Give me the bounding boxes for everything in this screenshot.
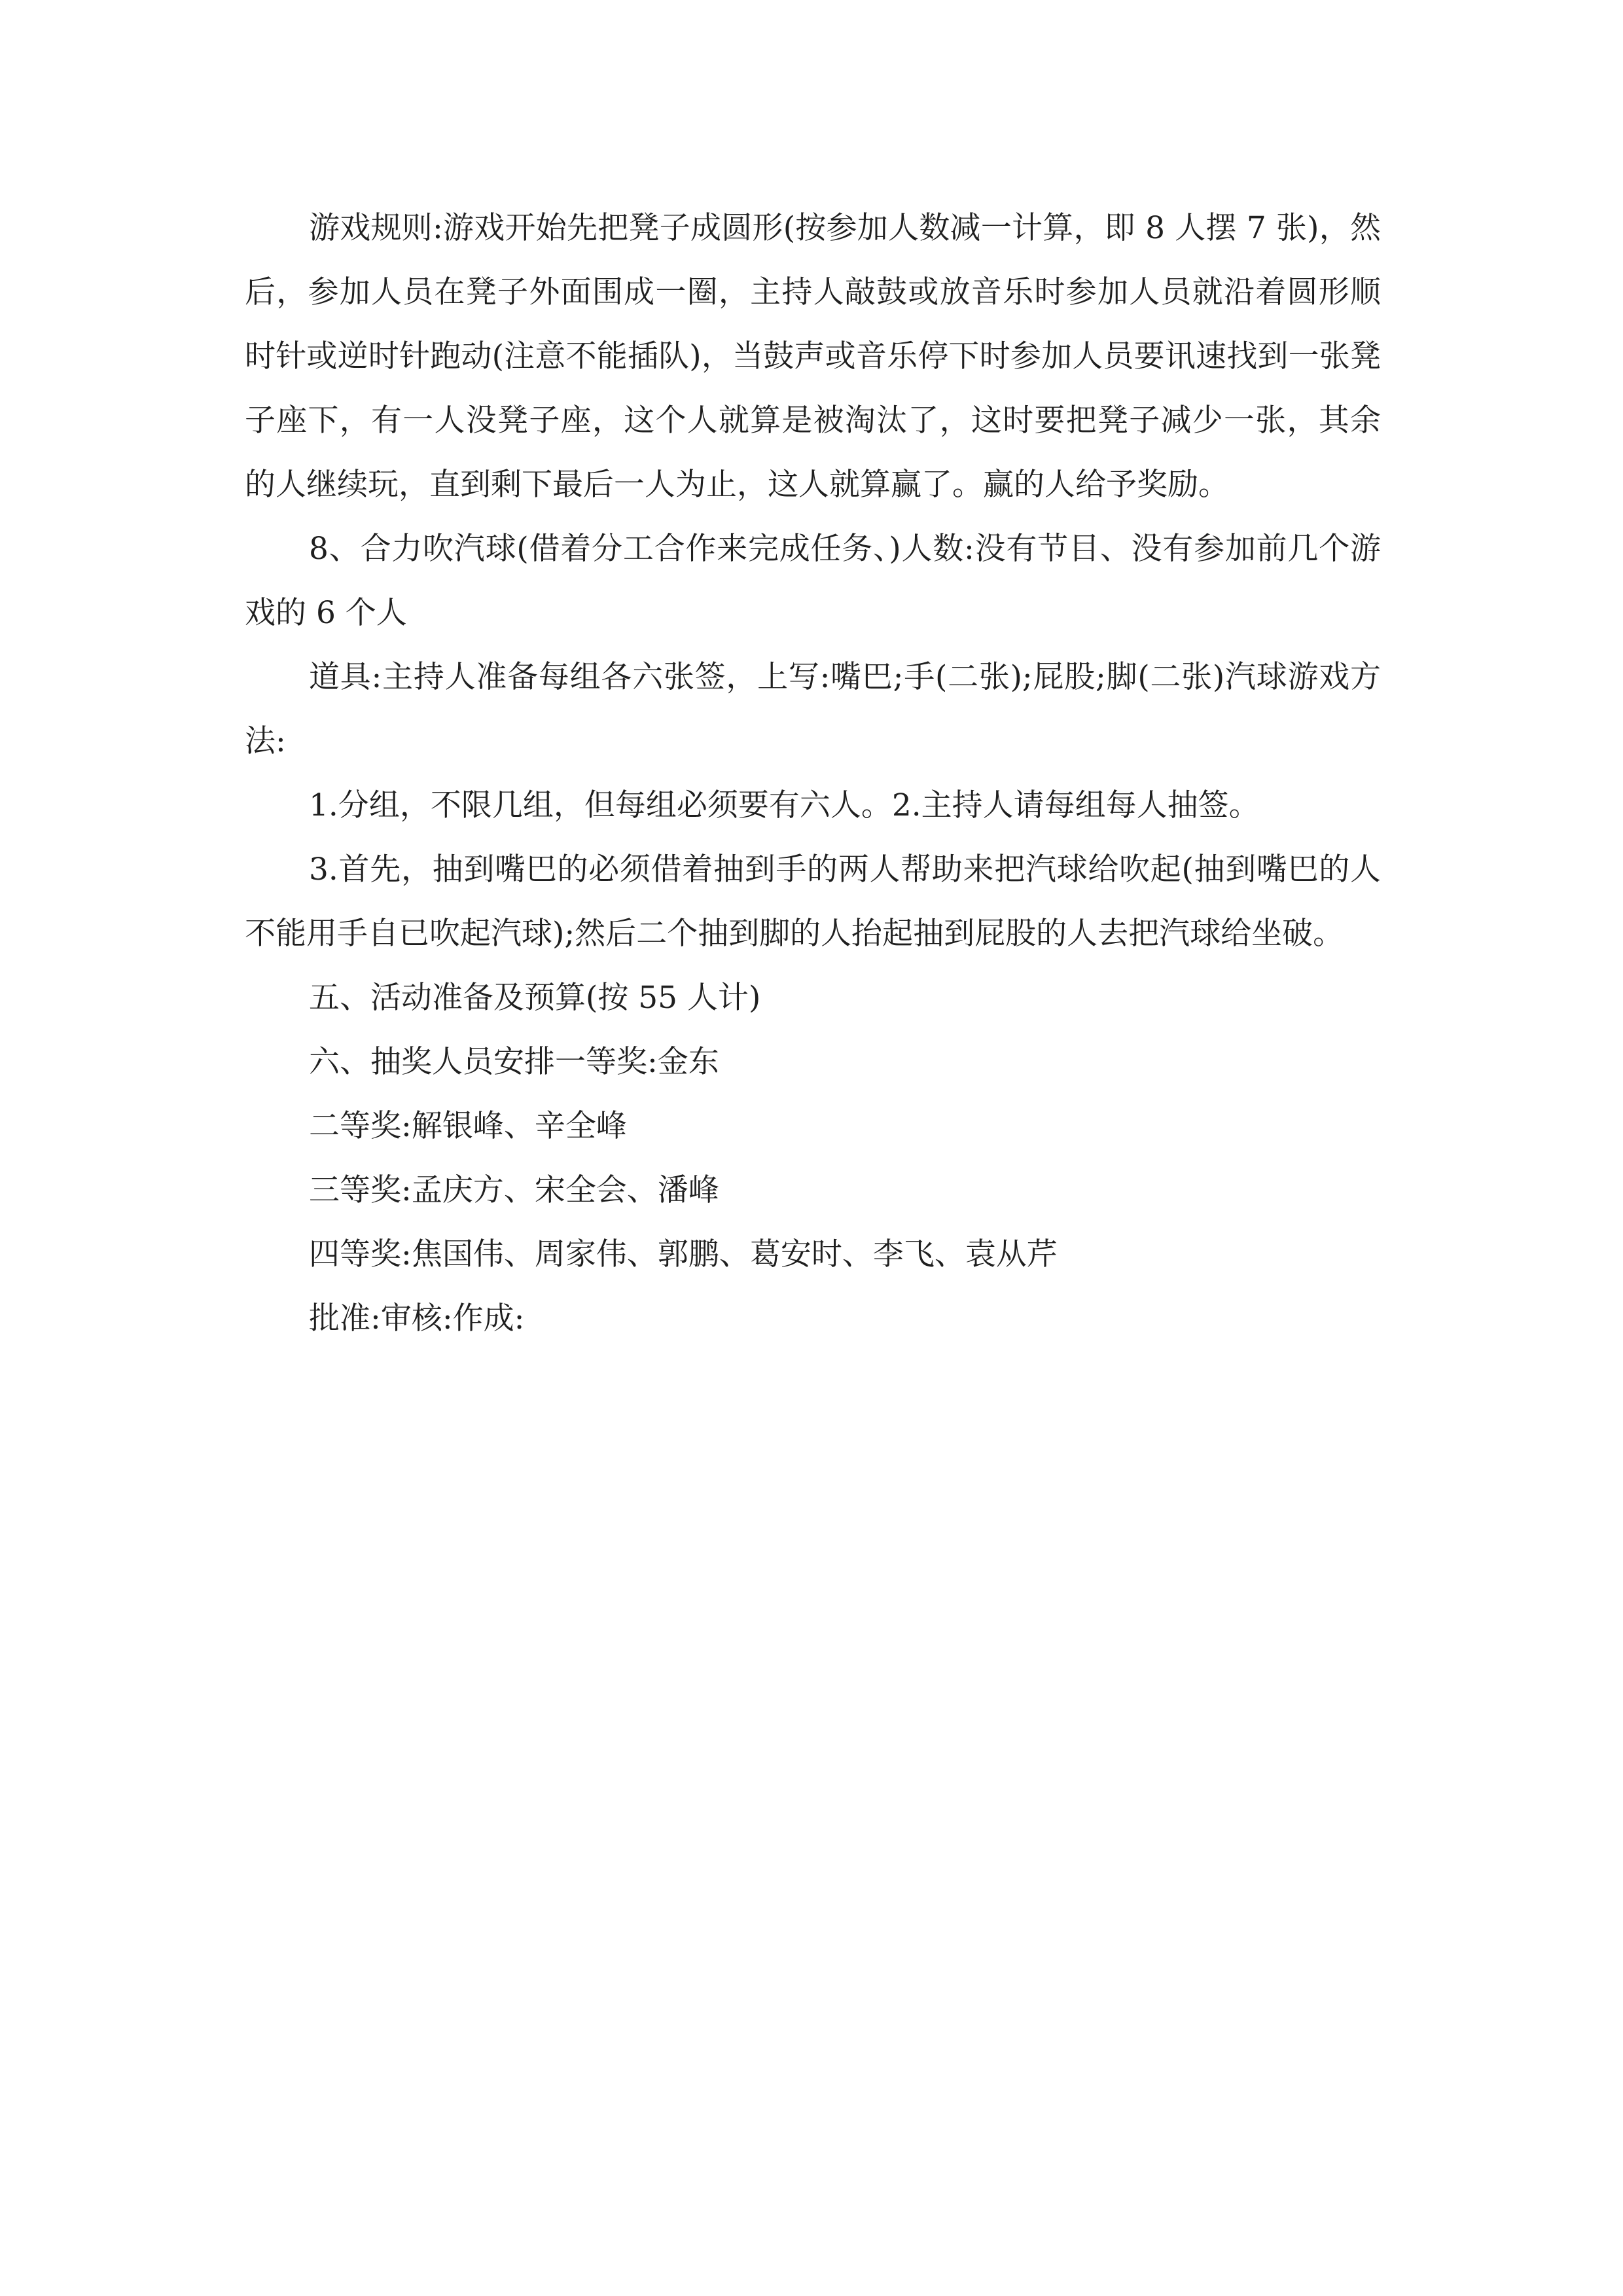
- document-body: [245, 196, 1381, 1351]
- paragraph-approval-line: 批准:审核:作成:: [309, 1300, 525, 1336]
- paragraph-step-3: 3.首先，抽到嘴巴的必须借着抽到手的两人帮助来把汽球给吹起(抽到嘴巴的人不能用手自已吹起汽球);然后二个抽到脚的人抬起抽到屁股的人去把汽球给坐破。: [245, 852, 1381, 952]
- paragraph-second-prize: 二等奖:解银峰、辛全峰: [309, 1108, 627, 1144]
- paragraph-budget-heading: 五、活动准备及预算(按 55 人计): [309, 980, 761, 1016]
- paragraph-fourth-prize: 四等奖:焦国伟、周家伟、郭鹏、葛安时、李飞、袁从芹: [309, 1236, 1058, 1272]
- paragraph-game-rules: 游戏规则:游戏开始先把凳子成圆形(按参加人数减一计算，即 8 人摆 7 张)，然后，参加人员在凳子外面围成一圈，主持人敲鼓或放音乐时参加人员就沿着圆形顺时针或逆时针跑动(注意不能插队)，当鼓声或音乐停下时参加人员要讯速找到一张凳子座下，有一人没凳子座，这个人就算是被淘汰了，这时要把凳子减少一张，其余的人继续玩，直到剩下最后一人为止，这人就算赢了。赢的人给予奖励。: [245, 210, 1381, 503]
- paragraph-first-prize: 六、抽奖人员安排一等奖:金东: [309, 1044, 719, 1080]
- paragraph-third-prize: 三等奖:孟庆方、宋全会、潘峰: [309, 1172, 719, 1208]
- paragraph-balloon-game: 8、合力吹汽球(借着分工合作来完成任务、)人数:没有节目、没有参加前几个游戏的 6 个人: [245, 531, 1381, 631]
- paragraph-step-1-2: 1.分组，不限几组，但每组必须要有六人。2.主持人请每组每人抽签。: [309, 787, 1260, 823]
- paragraph-props: 道具:主持人准备每组各六张签，上写:嘴巴;手(二张);屁股;脚(二张)汽球游戏方法:: [245, 659, 1381, 759]
